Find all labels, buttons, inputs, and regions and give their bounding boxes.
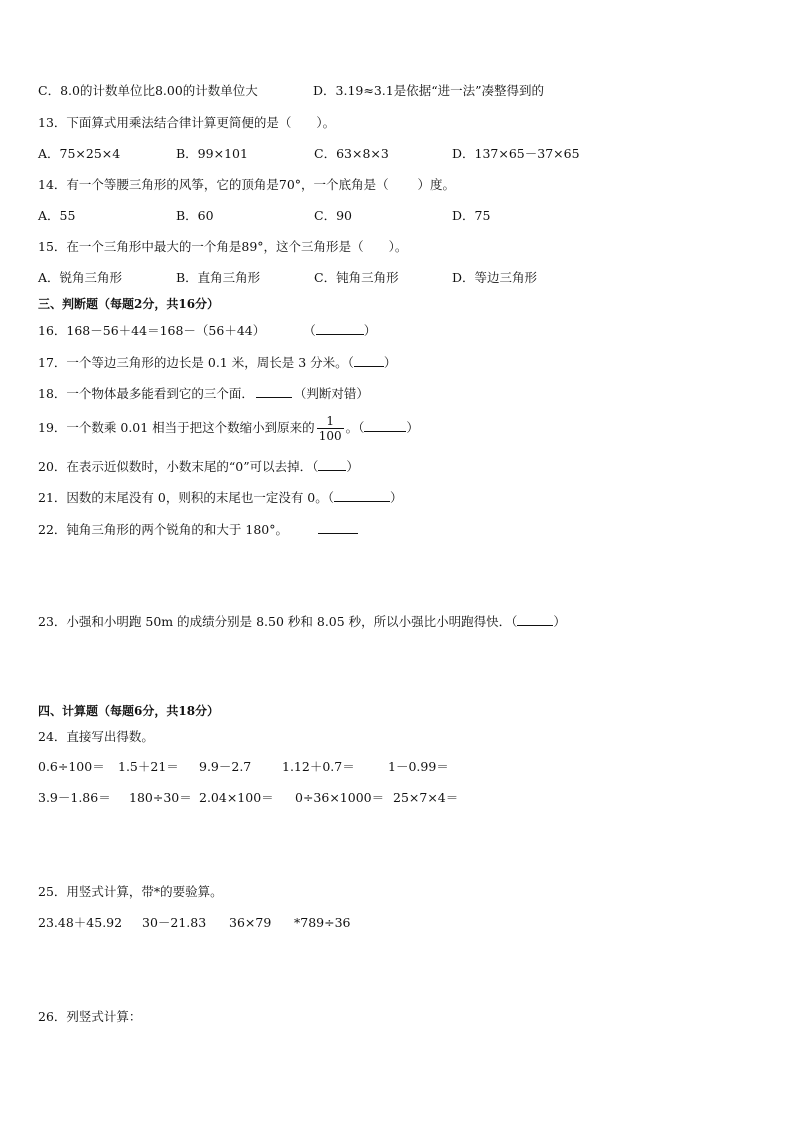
q14-option-a: A．55 bbox=[38, 208, 76, 223]
q15-option-c: C．钝角三角形 bbox=[314, 270, 399, 285]
q24-row-1 bbox=[38, 758, 449, 776]
q24-item: 1.12＋0.7＝ bbox=[282, 759, 355, 774]
q13-option-b: B．99×101 bbox=[176, 146, 248, 161]
q24-item: 9.9－2.7 bbox=[199, 759, 252, 774]
q24-item: 1.5＋21＝ bbox=[118, 759, 179, 774]
q14-option-c: C．90 bbox=[314, 208, 352, 223]
q22-text: 22．钝角三角形的两个锐角的和大于 180°。 bbox=[38, 522, 288, 537]
q12-option-c: C．8.0的计数单位比8.00的计数单位大 bbox=[38, 83, 258, 98]
q19-fraction: $\frac{1}{100}$ bbox=[318, 414, 342, 443]
q24-item: 3.9－1.86＝ bbox=[38, 790, 111, 805]
q25-item: 23.48＋45.92 bbox=[38, 915, 123, 930]
q18-answer-blank[interactable] bbox=[256, 384, 292, 398]
q19: 19．一个数乘 0.01 相当于把这个数缩小到原来的 $\frac{1}{100}$ 。（ ） bbox=[38, 410, 419, 446]
q24-item: 1－0.99＝ bbox=[388, 759, 449, 774]
section-4-heading: 四、计算题（每题6分，共18分） bbox=[38, 704, 220, 718]
q14-option-b: B．60 bbox=[176, 208, 214, 223]
q16: 16．168－56＋44＝168－（56＋44） （ ） bbox=[38, 323, 377, 338]
q24-item: 0.6÷100＝ bbox=[38, 759, 105, 774]
q24-item: 180÷30＝ bbox=[129, 790, 192, 805]
q17-text: 17．一个等边三角形的边长是 0.1 米，周长是 3 分米。（ bbox=[38, 355, 354, 370]
section-3-heading: 三、判断题（每题2分，共16分） bbox=[38, 297, 220, 311]
q25-item: *789÷36 bbox=[294, 915, 351, 930]
q16-answer-blank[interactable] bbox=[316, 321, 364, 335]
q21: 21．因数的末尾没有 0，则积的末尾也一定没有 0。（ ） bbox=[38, 490, 403, 505]
q25-items bbox=[38, 914, 351, 932]
q22-answer-blank[interactable] bbox=[318, 520, 358, 534]
q13-option-d: D．137×65－37×65 bbox=[452, 146, 580, 161]
q15-option-a: A．锐角三角形 bbox=[38, 270, 123, 285]
q20: 20．在表示近似数时，小数末尾的“0”可以去掉．（ ） bbox=[38, 459, 359, 474]
q15-option-d: D．等边三角形 bbox=[452, 270, 538, 285]
q23: 23．小强和小明跑 50m 的成绩分别是 8.50 秒和 8.05 秒，所以小强比小明跑得快．（ ） bbox=[38, 614, 566, 629]
q21-text: 21．因数的末尾没有 0，则积的末尾也一定没有 0。（ bbox=[38, 490, 335, 505]
q20-text: 20．在表示近似数时，小数末尾的“0”可以去掉．（ bbox=[38, 459, 319, 474]
q13-options bbox=[38, 145, 580, 163]
q21-answer-blank[interactable] bbox=[334, 488, 390, 502]
q15-options bbox=[38, 269, 538, 287]
q18 bbox=[38, 384, 369, 403]
q24-item: 2.04×100＝ bbox=[199, 790, 274, 805]
q17-answer-blank[interactable] bbox=[354, 353, 384, 367]
q14-options bbox=[38, 207, 491, 225]
q26-stem: 26．列竖式计算： bbox=[38, 1009, 142, 1024]
q13-option-c: C．63×8×3 bbox=[314, 146, 389, 161]
q12-options bbox=[38, 82, 544, 100]
q13-option-a: A．75×25×4 bbox=[38, 146, 121, 161]
q18-tail: （判断对错） bbox=[293, 386, 369, 401]
q14-option-d: D．75 bbox=[452, 208, 491, 223]
q25-item: 30－21.83 bbox=[142, 915, 207, 930]
q13-stem: 13．下面算式用乘法结合律计算更简便的是（ ）。 bbox=[38, 115, 336, 130]
q19-answer-blank[interactable] bbox=[364, 418, 406, 432]
q23-text: 23．小强和小明跑 50m 的成绩分别是 8.50 秒和 8.05 秒，所以小强比小明跑得快．（ bbox=[38, 614, 518, 629]
q16-text: 16．168－56＋44＝168－（56＋44） bbox=[38, 323, 266, 338]
q17: 17．一个等边三角形的边长是 0.1 米，周长是 3 分米。（ ） bbox=[38, 355, 397, 370]
q15-stem: 15．在一个三角形中最大的一个角是89°，这个三角形是（ ）。 bbox=[38, 239, 408, 254]
q22 bbox=[38, 520, 358, 539]
q24-item: 0÷36×1000＝ bbox=[295, 790, 385, 805]
q23-answer-blank[interactable] bbox=[517, 612, 553, 626]
q24-stem: 24．直接写出得数。 bbox=[38, 729, 154, 744]
q25-stem: 25．用竖式计算，带*的要验算。 bbox=[38, 884, 223, 899]
q24-item: 25×7×4＝ bbox=[393, 790, 459, 805]
q14-stem: 14．有一个等腰三角形的风筝，它的顶角是70°，一个底角是（ ）度。 bbox=[38, 177, 456, 192]
q24-row-2 bbox=[38, 789, 459, 807]
q25-item: 36×79 bbox=[229, 915, 272, 930]
q18-text: 18．一个物体最多能看到它的三个面． bbox=[38, 386, 254, 401]
q19-text: 19．一个数乘 0.01 相当于把这个数缩小到原来的 bbox=[38, 420, 315, 435]
q20-answer-blank[interactable] bbox=[318, 457, 346, 471]
q15-option-b: B．直角三角形 bbox=[176, 270, 261, 285]
q12-option-d: D．3.19≈3.1是依据“进一法”凑整得到的 bbox=[313, 83, 544, 98]
